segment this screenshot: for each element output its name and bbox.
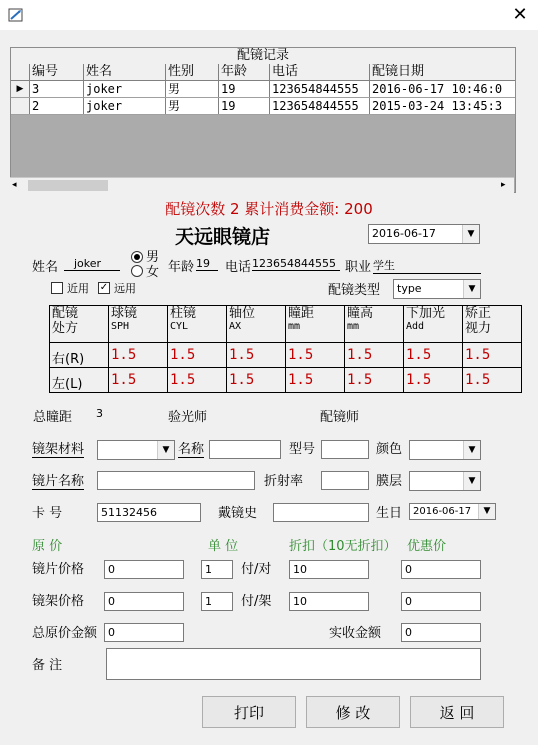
back-button[interactable]: 返 回 <box>410 696 504 728</box>
frame-name-label: 名称 <box>178 438 204 458</box>
shop-name: 天远眼镜店 <box>175 226 271 248</box>
lens-type-value: type <box>397 282 422 295</box>
cell-gender[interactable]: 男 <box>165 81 218 97</box>
rx-header-ax: 轴位 AX <box>227 306 286 343</box>
rx-header-cyl: 柱镜 CYL <box>168 306 227 343</box>
color-label: 颜色 <box>376 442 403 457</box>
column-header-age[interactable]: 年龄 <box>218 64 269 80</box>
prescription-header-row <box>50 306 522 343</box>
lens-unit-label: 付/对 <box>241 562 272 577</box>
records-grid[interactable] <box>10 47 516 193</box>
discount-header: 折扣（10无折扣） <box>289 539 397 554</box>
remark-label: 备 注 <box>32 658 63 673</box>
close-button[interactable]: ✕ <box>512 4 528 25</box>
lens-special-field[interactable]: 0 <box>401 560 481 579</box>
chevron-down-icon[interactable]: ▼ <box>463 472 480 490</box>
lens-type-select[interactable] <box>393 279 481 299</box>
cell-phone[interactable]: 123654844555 <box>269 98 370 114</box>
prescription-corner-bottom: 处方 <box>52 321 79 336</box>
total-original-label: 总原价金额 <box>32 626 98 641</box>
frame-material-select[interactable] <box>97 440 175 460</box>
right-eye-label: 右(R) <box>50 343 109 368</box>
column-header-date[interactable]: 配镜日期 <box>369 64 516 80</box>
rx-right-ax[interactable]: 1.5 <box>227 343 286 368</box>
rx-left-sph[interactable]: 1.5 <box>109 368 168 393</box>
rx-header-sph: 球镜 SPH <box>109 306 168 343</box>
total-original-field[interactable]: 0 <box>104 623 184 642</box>
chevron-down-icon[interactable]: ▼ <box>478 504 495 519</box>
coating-select[interactable] <box>409 471 481 491</box>
lens-qty-field[interactable]: 1 <box>201 560 233 579</box>
total-pd-value: 3 <box>96 407 103 420</box>
column-header-phone[interactable]: 电话 <box>269 64 370 80</box>
column-header-gender[interactable]: 性别 <box>165 64 218 80</box>
cell-gender[interactable]: 男 <box>165 98 218 114</box>
scroll-thumb[interactable] <box>28 180 108 191</box>
rx-header-pd: 瞳距 mm <box>286 306 345 343</box>
lens-name-field[interactable] <box>97 471 255 490</box>
cell-name[interactable]: joker <box>83 81 164 97</box>
row-indicator-header <box>11 64 29 80</box>
rx-header-add: 下加光 Add <box>404 306 463 343</box>
table-row[interactable] <box>11 81 515 98</box>
unit-header: 单 位 <box>208 539 239 554</box>
cell-age[interactable]: 19 <box>218 81 269 97</box>
cell-id[interactable]: 2 <box>29 98 82 114</box>
prescription-left-row <box>50 368 522 393</box>
table-row[interactable] <box>11 98 515 115</box>
chevron-down-icon[interactable]: ▼ <box>462 225 479 243</box>
cell-date[interactable]: 2015-03-24 13:45:3 <box>369 98 516 114</box>
chevron-down-icon[interactable]: ▼ <box>463 280 480 298</box>
job-label: 职业 <box>345 260 372 275</box>
original-price-header: 原 价 <box>32 539 63 554</box>
frame-name-field[interactable] <box>209 440 281 459</box>
consumption-stats: 配镜次数 2 累计消费金额: 200 <box>165 200 373 218</box>
prescription-right-row <box>50 343 522 368</box>
cell-date[interactable]: 2016-06-17 10:46:0 <box>369 81 516 97</box>
received-amount-label: 实收金额 <box>329 626 382 641</box>
frame-qty-field[interactable]: 1 <box>201 592 233 611</box>
frame-unit-label: 付/架 <box>241 594 272 609</box>
rx-right-cyl[interactable]: 1.5 <box>168 343 227 368</box>
order-date-picker[interactable] <box>368 224 480 244</box>
cell-phone[interactable]: 123654844555 <box>269 81 370 97</box>
current-row-arrow-icon: ▶ <box>11 81 29 97</box>
lens-discount-field[interactable]: 10 <box>289 560 369 579</box>
near-use-checkbox[interactable] <box>51 282 63 294</box>
horizontal-scrollbar[interactable] <box>10 177 514 193</box>
age-label: 年龄 <box>168 260 195 275</box>
total-pd-label: 总瞳距 <box>33 410 73 425</box>
rx-right-ph[interactable]: 1.5 <box>345 343 404 368</box>
scroll-left-icon[interactable]: ◂ <box>12 180 17 190</box>
rx-left-ph[interactable]: 1.5 <box>345 368 404 393</box>
birthday-value: 2016-06-17 <box>413 506 472 517</box>
rx-left-cyl[interactable]: 1.5 <box>168 368 227 393</box>
rx-right-sph[interactable]: 1.5 <box>109 343 168 368</box>
phone-field[interactable]: 123654844555 <box>252 257 340 271</box>
frame-discount-field[interactable]: 10 <box>289 592 369 611</box>
card-number-label: 卡 号 <box>32 506 63 521</box>
row-indicator <box>11 98 29 114</box>
customer-name-label: 姓名 <box>32 260 59 275</box>
gender-female-label: 女 <box>146 265 160 280</box>
birthday-picker[interactable] <box>409 503 496 520</box>
lens-name-label: 镜片名称 <box>32 470 84 490</box>
column-header-id[interactable]: 编号 <box>29 64 82 80</box>
card-number-field[interactable]: 51132456 <box>97 503 201 522</box>
grid-header-row <box>11 64 515 81</box>
phone-label: 电话 <box>225 260 252 275</box>
order-date-value: 2016-06-17 <box>372 227 436 240</box>
far-use-label: 远用 <box>114 282 136 295</box>
refraction-field[interactable] <box>321 471 369 490</box>
frame-material-label: 镜架材料 <box>32 438 84 458</box>
color-select[interactable] <box>409 440 481 460</box>
special-price-header: 优惠价 <box>407 539 447 554</box>
customer-name-field[interactable]: joker <box>64 257 120 271</box>
rx-right-add[interactable]: 1.5 <box>404 343 463 368</box>
rx-left-va[interactable]: 1.5 <box>463 368 522 393</box>
frame-special-field[interactable]: 0 <box>401 592 481 611</box>
rx-header-va: 矫正 视力 <box>463 306 522 343</box>
gender-male-label: 男 <box>146 250 160 265</box>
model-label: 型号 <box>289 442 316 457</box>
near-use-label: 近用 <box>67 282 89 295</box>
remark-field[interactable] <box>106 648 481 680</box>
left-eye-label: 左(L) <box>50 368 109 393</box>
app-icon <box>8 7 24 23</box>
birthday-label: 生日 <box>376 506 403 521</box>
refraction-label: 折射率 <box>264 474 304 489</box>
rx-header-ph: 瞳高 mm <box>345 306 404 343</box>
cell-age[interactable]: 19 <box>218 98 269 114</box>
lens-price-field[interactable]: 0 <box>104 560 184 579</box>
gender-female-radio[interactable] <box>131 265 143 277</box>
glasses-history-field[interactable] <box>273 503 369 522</box>
chevron-down-icon[interactable]: ▼ <box>157 441 174 459</box>
rx-right-pd[interactable]: 1.5 <box>286 343 345 368</box>
job-field[interactable]: 学生 <box>373 257 481 274</box>
rx-right-va[interactable]: 1.5 <box>463 343 522 368</box>
received-amount-field[interactable]: 0 <box>401 623 481 642</box>
model-field[interactable] <box>321 440 369 459</box>
gender-male-radio[interactable] <box>131 251 143 263</box>
frame-price-field[interactable]: 0 <box>104 592 184 611</box>
title-bar <box>0 0 538 30</box>
cell-name[interactable]: joker <box>83 98 164 114</box>
fitter-label: 配镜师 <box>320 410 360 425</box>
cell-id[interactable]: 3 <box>29 81 82 97</box>
coating-label: 膜层 <box>376 474 403 489</box>
prescription-corner-top: 配镜 <box>52 306 79 321</box>
chevron-down-icon[interactable]: ▼ <box>463 441 480 459</box>
frame-price-label: 镜架价格 <box>32 594 85 609</box>
age-field[interactable]: 19 <box>196 257 218 271</box>
glasses-history-label: 戴镜史 <box>218 506 258 521</box>
lens-price-label: 镜片价格 <box>32 562 85 577</box>
prescription-table <box>49 305 522 393</box>
scroll-right-icon[interactable]: ▸ <box>501 180 506 190</box>
rx-left-pd[interactable]: 1.5 <box>286 368 345 393</box>
modify-button[interactable]: 修 改 <box>306 696 400 728</box>
rx-left-ax[interactable]: 1.5 <box>227 368 286 393</box>
far-use-checkbox[interactable]: ✓ <box>99 282 109 293</box>
rx-left-add[interactable]: 1.5 <box>404 368 463 393</box>
optometrist-label: 验光师 <box>168 410 208 425</box>
grid-caption: 配镜记录 <box>11 48 515 64</box>
prescription-corner <box>50 306 109 343</box>
lens-type-label: 配镜类型 <box>328 283 381 298</box>
print-button[interactable]: 打印 <box>202 696 296 728</box>
column-header-name[interactable]: 姓名 <box>83 64 164 80</box>
